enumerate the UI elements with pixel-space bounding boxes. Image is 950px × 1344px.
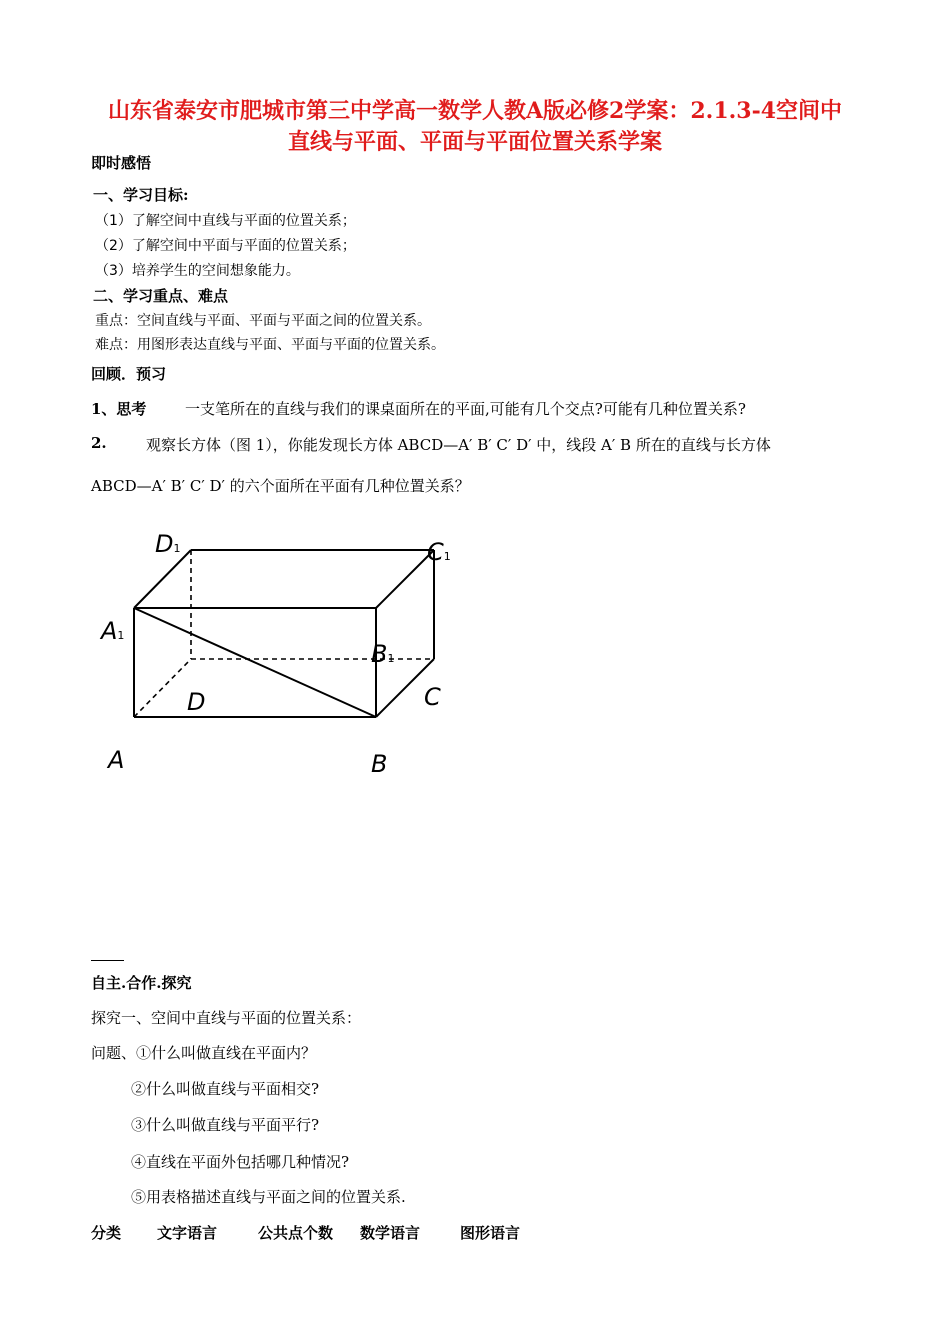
question-line-1: 问题、①什么叫做直线在平面内？ [91, 1044, 317, 1062]
section-goals-heading: 一、学习目标: [93, 186, 189, 204]
edge-a1-d1 [134, 550, 191, 608]
table-header-graphic-language: 图形语言 [460, 1224, 521, 1242]
difficult-point: 难点：用图形表达直线与平面、平面与平面的位置关系。 [95, 337, 445, 353]
question-1-text: 一支笔所在的直线与我们的课桌面所在的平面,可能有几个交点?可能有几种位置关系? [185, 400, 746, 418]
question-1-label: 1、思考 [91, 400, 147, 418]
question-2-text-line-1: 观察长方体（图 1），你能发现长方体 ABCD—A′ B′ C′ D′ 中，线段 A′ B 所在的直线与长方体 [146, 436, 771, 454]
document-title-line-2: 直线与平面、平面与平面位置关系学案 [287, 129, 662, 155]
question-2-text-line-2: ABCD—A′ B′ C′ D′ 的六个面所在平面有几种位置关系？ [91, 477, 470, 495]
table-header-category: 分类 [91, 1224, 122, 1242]
vertex-label-d: D [187, 688, 206, 716]
short-divider [91, 960, 124, 961]
vertex-label-a1: A1 [101, 617, 125, 645]
table-header-text-language: 文字语言 [157, 1224, 218, 1242]
vertex-label-b1: B1 [371, 640, 395, 668]
table-header-common-points: 公共点个数 [258, 1224, 334, 1242]
document-title-line-1: 山东省泰安市肥城市第三中学高一数学人教A版必修2学案：2.1.3-4空间中 [107, 98, 843, 124]
review-heading: 回顾．预习 [91, 365, 167, 383]
vertex-label-b: B [371, 750, 388, 778]
goal-item: （1）了解空间中直线与平面的位置关系； [95, 213, 356, 229]
section-keypoints-heading: 二、学习重点、难点 [93, 287, 229, 305]
edge-b1-c1 [376, 550, 434, 608]
vertex-label-a: A [108, 746, 125, 774]
vertex-label-c: C [424, 683, 441, 711]
diagonal-a1-b [134, 608, 376, 717]
question-line: ④直线在平面外包括哪几种情况? [131, 1153, 350, 1171]
question-line: ⑤用表格描述直线与平面之间的位置关系. [131, 1188, 406, 1206]
question-2-label: 2. [91, 434, 107, 452]
goal-item: （2）了解空间中平面与平面的位置关系； [95, 238, 356, 254]
intro-heading: 即时感悟 [91, 154, 152, 172]
key-point: 重点：空间直线与平面、平面与平面之间的位置关系。 [95, 313, 431, 329]
explore-heading: 自主.合作.探究 [91, 974, 192, 992]
question-line: ③什么叫做直线与平面平行? [131, 1116, 320, 1134]
explore-1-heading: 探究一、空间中直线与平面的位置关系： [91, 1009, 362, 1027]
goal-item: （3）培养学生的空间想象能力。 [95, 263, 300, 279]
vertex-label-d1: D1 [155, 530, 181, 558]
vertex-label-c1: C1 [427, 538, 451, 566]
table-header-math-language: 数学语言 [360, 1224, 421, 1242]
question-line: ②什么叫做直线与平面相交? [131, 1080, 320, 1098]
hidden-edge-a-d [134, 659, 191, 717]
